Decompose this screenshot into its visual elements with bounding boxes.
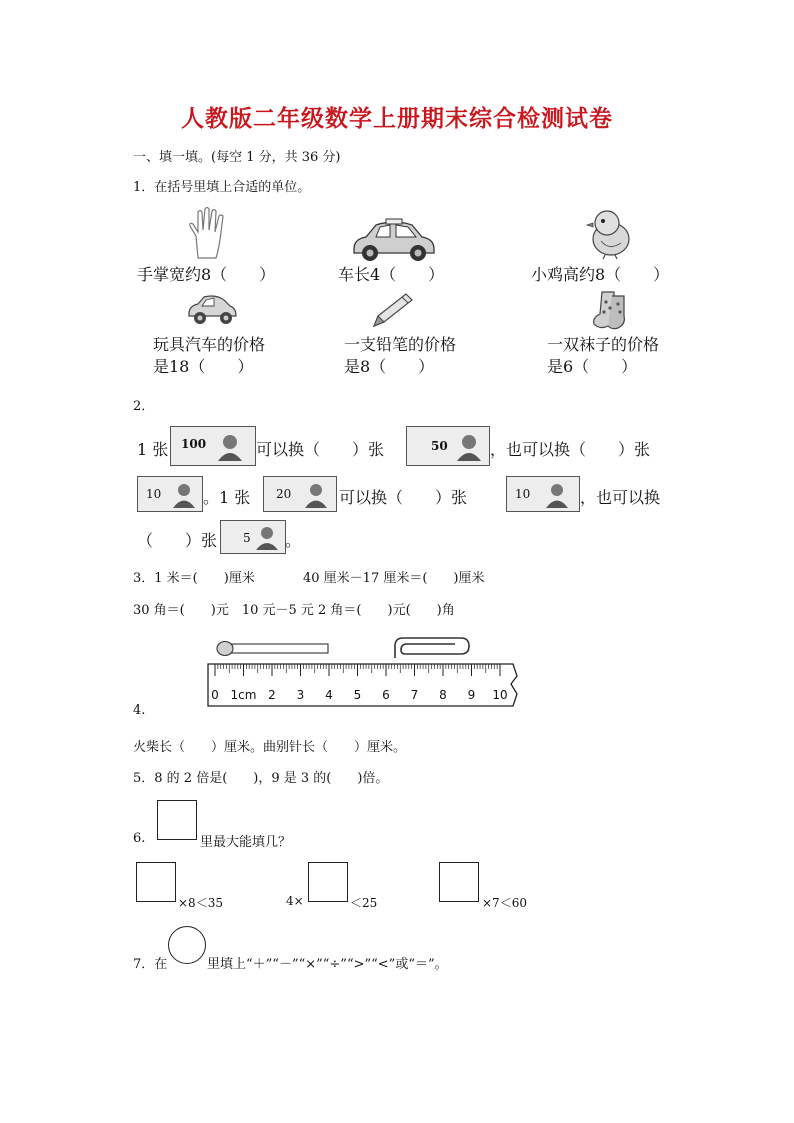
ruler-tick-label: 10 xyxy=(492,688,508,702)
bill-50-value: 50 xyxy=(431,439,448,453)
pencil-icon xyxy=(372,292,414,328)
ruler-diagram xyxy=(205,632,520,712)
q2-line2-start: 。1 张 xyxy=(203,488,251,507)
q6-expression-1: ×8＜35 xyxy=(178,896,223,910)
question-6-label: 6. xyxy=(133,831,146,846)
answer-box-2[interactable] xyxy=(308,862,348,902)
bill-10-icon xyxy=(137,476,203,512)
q6-expression-3: ×7＜60 xyxy=(482,896,527,910)
portrait-icon xyxy=(304,480,328,508)
q1-item-toy-car-line2: 是18（ ） xyxy=(153,357,254,376)
paper-clip-icon xyxy=(395,638,469,658)
matchstick-icon xyxy=(217,642,328,656)
ruler-tick-label: 3 xyxy=(296,688,305,702)
bill-5-icon xyxy=(220,520,286,554)
answer-box[interactable] xyxy=(157,800,197,840)
portrait-icon xyxy=(215,431,245,461)
q1-item-pencil-line1: 一支铅笔的价格 xyxy=(344,335,457,354)
ruler-tick-label: 6 xyxy=(382,688,390,702)
bill-100-icon xyxy=(170,426,256,466)
q1-item-socks-line1: 一双袜子的价格 xyxy=(547,335,660,354)
q1-item-car: 车长4（ ） xyxy=(338,265,445,284)
question-3-line1b: 40 厘米－17 厘米＝( )厘米 xyxy=(303,571,485,586)
q1-item-hand: 手掌宽约8（ ） xyxy=(137,265,276,284)
question-4-label: 4. xyxy=(133,703,146,718)
ruler-tick-label: 9 xyxy=(467,688,476,702)
ruler-tick-label: 8 xyxy=(439,688,447,702)
socks-icon xyxy=(590,290,630,332)
section-heading: 一、填一填。(每空 1 分，共 36 分) xyxy=(133,150,341,165)
q2-line1-start: 1 张 xyxy=(137,440,169,459)
portrait-icon xyxy=(255,524,279,550)
question-7-label: 7．在 xyxy=(133,957,168,972)
bill-50-icon xyxy=(406,426,490,466)
q1-item-socks-line2: 是6（ ） xyxy=(547,357,638,376)
ruler-tick-label: 4 xyxy=(325,688,333,702)
q2-line3-start: （ ）张 xyxy=(137,531,218,550)
portrait-icon xyxy=(172,480,196,508)
page-title: 人教版二年级数学上册期末综合检测试卷 xyxy=(181,105,613,132)
question-3-line2: 30 角＝( )元 10 元－5 元 2 角＝( )元( )角 xyxy=(133,603,455,618)
answer-box-3[interactable] xyxy=(439,862,479,902)
bill-10-icon-2 xyxy=(506,476,580,512)
question-6-text: 里最大能填几？ xyxy=(200,835,292,850)
ruler-tick-label: 1cm xyxy=(230,688,257,702)
car-icon xyxy=(350,217,438,262)
bill-20-icon xyxy=(263,476,337,512)
question-3-line1a: 3．1 米＝( )厘米 xyxy=(133,571,255,586)
bill-10-value: 10 xyxy=(146,487,162,501)
q2-line1-mid: 可以换（ ）张 xyxy=(256,440,385,459)
ruler-tick-label: 2 xyxy=(268,688,276,702)
question-7-text: 里填上“＋”“－”“×”“÷”“>”“<”或“＝”。 xyxy=(207,957,448,972)
bill-20-value: 20 xyxy=(276,487,292,501)
toy-car-icon xyxy=(186,294,238,326)
portrait-icon xyxy=(545,480,569,508)
question-4-answer: 火柴长（ ）厘米。曲别针长（ ）厘米。 xyxy=(133,740,407,755)
q6-expression-2-start: 4× xyxy=(286,894,304,908)
bill-100-value: 100 xyxy=(181,437,207,451)
q6-expression-2-end: ＜25 xyxy=(350,896,378,910)
bill-10-value-2: 10 xyxy=(515,487,531,501)
answer-box-1[interactable] xyxy=(136,862,176,902)
q2-line3-end: 。 xyxy=(285,531,302,550)
q1-item-toy-car-line1: 玩具汽车的价格 xyxy=(153,335,266,354)
answer-circle[interactable] xyxy=(168,926,206,964)
q2-line2-mid: 可以换（ ）张 xyxy=(339,488,468,507)
bill-5-value: 5 xyxy=(243,531,251,545)
ruler-tick-label: 5 xyxy=(353,688,362,702)
hand-icon xyxy=(186,206,230,260)
portrait-icon xyxy=(455,431,483,461)
q2-line2-end: ，也可以换 xyxy=(580,488,661,507)
ruler-tick-label: 7 xyxy=(410,688,419,702)
chick-icon xyxy=(585,207,633,259)
question-2-label: 2． xyxy=(133,399,155,414)
q2-line1-end: ，也可以换（ ）张 xyxy=(490,440,651,459)
q1-item-chick: 小鸡高约8（ ） xyxy=(531,265,670,284)
question-1-label: 1．在括号里填上合适的单位。 xyxy=(133,180,311,195)
ruler-tick-label: 0 xyxy=(211,688,219,702)
question-5: 5．8 的 2 倍是( )，9 是 3 的( )倍。 xyxy=(133,771,389,786)
q1-item-pencil-line2: 是8（ ） xyxy=(344,357,435,376)
